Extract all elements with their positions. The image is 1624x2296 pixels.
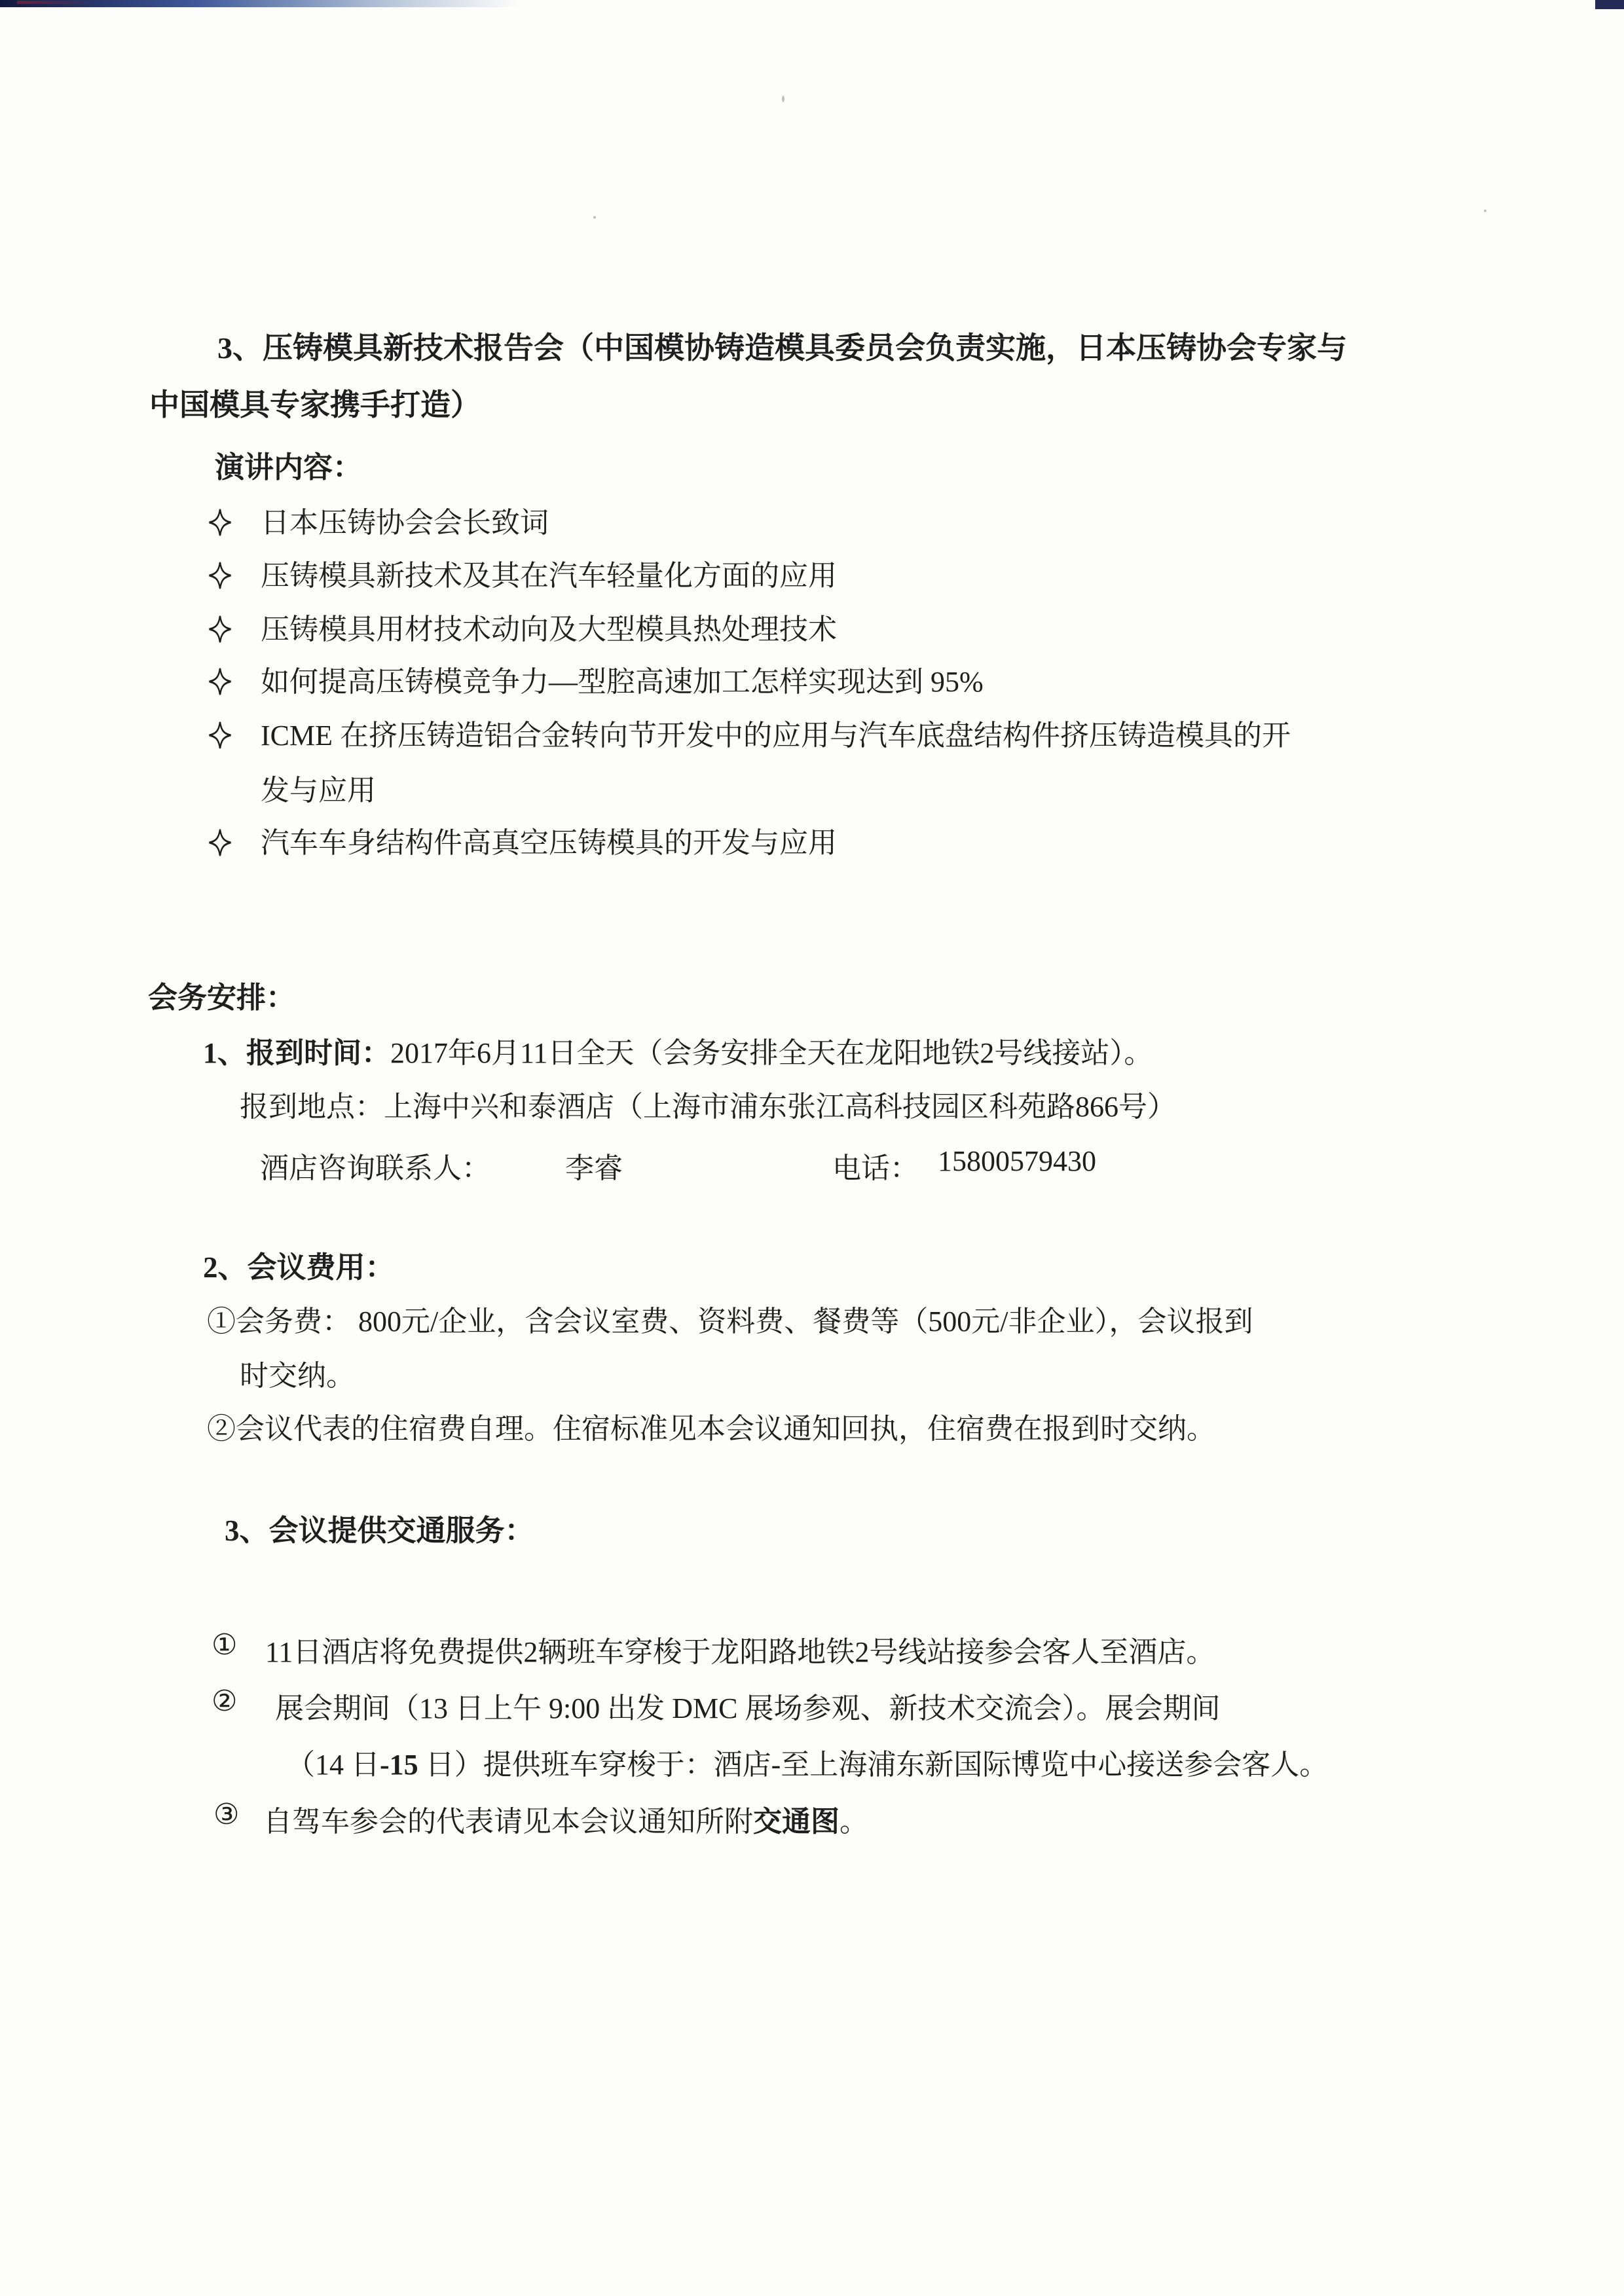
speech-bullet-2 — [208, 559, 837, 593]
four-pointed-star-icon — [208, 559, 232, 591]
scan-speck — [593, 216, 596, 219]
circled-1-marker: ① — [212, 1629, 238, 1661]
bullet-text: 压铸模具新技术及其在汽车轻量化方面的应用 — [261, 560, 837, 592]
bullet-text: 如何提高压铸模竞争力—型腔高速加工怎样实现达到 95% — [261, 666, 984, 698]
scanner-edge-artifact-top-right — [1595, 0, 1624, 9]
phone-label: 电话： — [832, 1152, 919, 1184]
hotel-contact-name: 李睿 — [565, 1152, 623, 1184]
speech-bullet-5-wrap-line: 发与应用 — [261, 774, 376, 807]
transport-item-2-line-1: 展会期间（13 日上午 9:00 出发 DMC 展场参观、新技术交流会）。展会期间 — [275, 1692, 1221, 1724]
four-pointed-star-icon — [208, 613, 232, 645]
bullet-text: 压铸模具用材技术动向及大型模具热处理技术 — [261, 613, 837, 646]
transport-item-2-line-2 — [286, 1741, 1328, 1783]
report-title-line-1: 3、压铸模具新技术报告会（中国模协铸造模具委员会负责实施，日本压铸协会专家与 — [217, 331, 1347, 365]
registration-time-value: 2017年6月11日全天（会务安排全天在龙阳地铁2号线接站）。 — [390, 1037, 1153, 1069]
transport-item-1-text: 11日酒店将免费提供2辆班车穿梭于龙阳路地铁2号线站接参会客人至酒店。 — [265, 1636, 1215, 1668]
transport-item-3-bold: 交通图 — [753, 1806, 840, 1838]
four-pointed-star-icon — [208, 506, 232, 538]
scan-speck — [1484, 210, 1486, 212]
fees-item-2: ②会议代表的住宿费自理。住宿标准见本会议通知回执，住宿费在报到时交纳。 — [207, 1413, 1215, 1445]
registration-time-label: 1、报到时间： — [203, 1037, 390, 1069]
four-pointed-star-icon — [208, 826, 232, 858]
four-pointed-star-icon — [208, 665, 232, 697]
transport-item-2-line-2-pre: （14 日 — [286, 1749, 380, 1781]
speech-bullet-3 — [208, 613, 837, 647]
four-pointed-star-icon — [208, 719, 232, 751]
registration-time-line — [203, 1036, 1153, 1070]
scan-speck — [782, 96, 784, 102]
transport-item-2-line-2-post: 日）提供班车穿梭于：酒店-至上海浦东新国际博览中心接送参会客人。 — [418, 1749, 1329, 1781]
fees-heading: 2、会议费用： — [203, 1251, 395, 1284]
arrangements-heading: 会务安排： — [148, 981, 296, 1014]
report-title-line-2: 中国模具专家携手打造） — [149, 388, 481, 422]
registration-place-line: 报到地点：上海中兴和泰酒店（上海市浦东张江高科技园区科苑路866号） — [240, 1091, 1176, 1123]
hotel-contact-label: 酒店咨询联系人： — [260, 1152, 490, 1184]
speech-bullet-4 — [208, 665, 984, 699]
phone-number: 15800579430 — [938, 1145, 1096, 1177]
circled-2-marker: ② — [212, 1685, 238, 1717]
speech-bullet-1 — [208, 506, 549, 540]
transport-item-3-pre: 自驾车参会的代表请见本会议通知所附 — [263, 1806, 753, 1838]
transport-item-3-post: 。 — [840, 1806, 868, 1838]
transport-heading: 3、会议提供交通服务： — [225, 1514, 534, 1547]
speech-bullet-5 — [208, 719, 1291, 753]
fees-item-1-line-2: 时交纳。 — [240, 1360, 355, 1392]
transport-item-2-line-2-bold: -15 — [380, 1749, 418, 1781]
speech-bullet-6 — [208, 826, 837, 860]
fees-item-1-line-1: ①会务费： 800元/企业，含会议室费、资料费、餐费等（500元/非企业），会议报到 — [207, 1305, 1253, 1338]
scanner-edge-artifact-red-tint — [17, 1, 96, 4]
bullet-text: 日本压铸协会会长致词 — [261, 507, 549, 539]
bullet-text: 汽车车身结构件高真空压铸模具的开发与应用 — [261, 827, 837, 859]
transport-item-3-text — [263, 1798, 868, 1840]
speech-contents-heading: 演讲内容： — [215, 451, 363, 484]
circled-3-marker: ③ — [213, 1798, 240, 1831]
bullet-text: ICME 在挤压铸造铝合金转向节开发中的应用与汽车底盘结构件挤压铸造模具的开 — [261, 720, 1291, 752]
